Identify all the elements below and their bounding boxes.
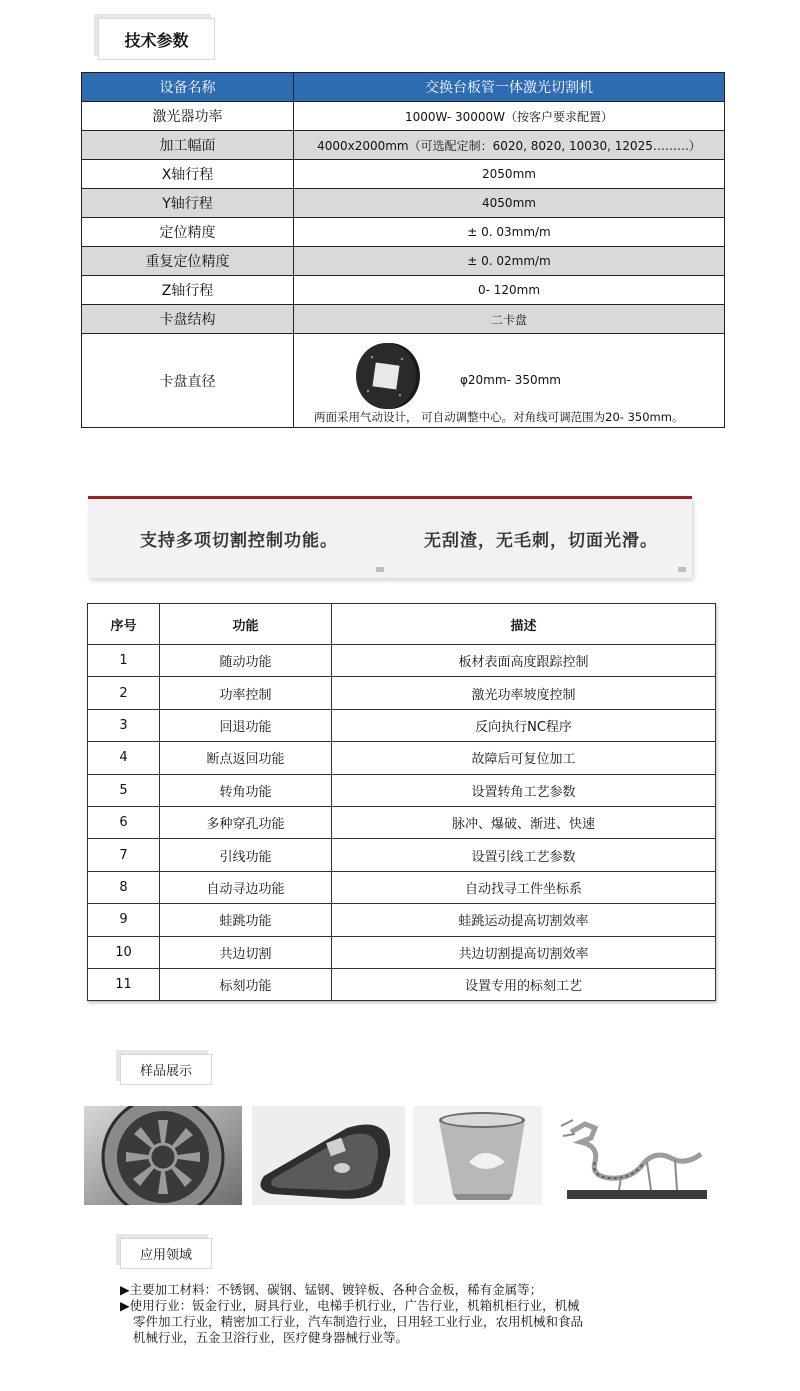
row-description: 自动找寻工件坐标系 <box>332 871 716 903</box>
spec-label: 卡盘直径 <box>82 334 294 428</box>
spec-row <box>82 276 725 305</box>
industries-line-1: ▶使用行业：钣金行业，厨具行业，电梯手机行业，广告行业，机箱机柜行业，机械 <box>120 1298 580 1313</box>
row-function: 共边切割 <box>160 936 332 968</box>
sample-image-dragon <box>551 1106 712 1205</box>
function-table <box>87 603 716 1001</box>
table-row <box>88 645 716 677</box>
card-corner-icon <box>376 567 384 572</box>
spec-value: 4000x2000mm（可选配定制：6020, 8020, 10030, 12025………） <box>294 131 725 160</box>
row-index: 1 <box>88 645 160 677</box>
spec-label: X轴行程 <box>82 160 294 189</box>
row-function: 蛙跳功能 <box>160 904 332 936</box>
table-row <box>88 936 716 968</box>
row-function: 随动功能 <box>160 645 332 677</box>
table-row <box>88 871 716 903</box>
row-function: 转角功能 <box>160 774 332 806</box>
row-function: 标刻功能 <box>160 968 332 1000</box>
row-index: 11 <box>88 968 160 1000</box>
header-description: 描述 <box>332 604 716 645</box>
row-description: 脉冲、爆破、渐进、快速 <box>332 806 716 838</box>
row-function: 自动寻边功能 <box>160 871 332 903</box>
spec-label: 卡盘结构 <box>82 305 294 334</box>
row-description: 设置引线工艺参数 <box>332 839 716 871</box>
chuck-note: 两面采用气动设计， 可自动调整中心。对角线可调范围为20- 350mm。 <box>314 409 684 424</box>
table-row <box>88 742 716 774</box>
spec-value: 0- 120mm <box>294 276 725 305</box>
section-title-application: 应用领域 <box>139 1248 192 1263</box>
spec-value: 4050mm <box>294 189 725 218</box>
chuck-cell <box>294 334 725 428</box>
table-row <box>88 774 716 806</box>
row-description: 板材表面高度跟踪控制 <box>332 645 716 677</box>
spec-row <box>82 102 725 131</box>
section-tag-sample <box>120 1054 212 1085</box>
feature-card-text: 无刮渣，无毛刺，切面光滑。 <box>424 531 658 551</box>
feature-card <box>390 496 692 578</box>
spec-label: 激光器功率 <box>82 102 294 131</box>
spec-header-name-value: 交换台板管一体激光切割机 <box>294 73 725 102</box>
spec-row <box>82 189 725 218</box>
spec-value: 二卡盘 <box>294 305 725 334</box>
spec-row <box>82 305 725 334</box>
spec-value: ± 0. 03mm/m <box>294 218 725 247</box>
row-description: 故障后可复位加工 <box>332 742 716 774</box>
section-title-sample: 样品展示 <box>139 1064 192 1079</box>
section-title-spec: 技术参数 <box>124 30 189 50</box>
sample-image-bent-tube <box>252 1106 405 1205</box>
row-function: 多种穿孔功能 <box>160 806 332 838</box>
spec-label: 加工幅面 <box>82 131 294 160</box>
row-index: 8 <box>88 871 160 903</box>
spec-label: 重复定位精度 <box>82 247 294 276</box>
chuck-image <box>352 339 422 411</box>
chuck-range: φ20mm- 350mm <box>460 372 561 387</box>
spec-label: Z轴行程 <box>82 276 294 305</box>
row-function: 回退功能 <box>160 709 332 741</box>
spec-value: 2050mm <box>294 160 725 189</box>
row-index: 6 <box>88 806 160 838</box>
feature-card <box>88 496 390 578</box>
spec-table-header <box>82 73 725 102</box>
spec-header-name-label: 设备名称 <box>82 73 294 102</box>
industries-line-2: 零件加工行业，精密加工行业，汽车制造行业，日用轻工业行业，农用机械和食品 <box>133 1314 584 1329</box>
table-row <box>88 806 716 838</box>
feature-card-text: 支持多项切割控制功能。 <box>140 531 338 551</box>
row-index: 7 <box>88 839 160 871</box>
row-function: 功率控制 <box>160 677 332 709</box>
row-index: 9 <box>88 904 160 936</box>
table-row <box>88 968 716 1000</box>
function-table-header <box>88 604 716 645</box>
spec-label: 定位精度 <box>82 218 294 247</box>
industries-line-3: 机械行业，五金卫浴行业，医疗健身器械行业等。 <box>133 1330 409 1345</box>
application-text <box>120 1282 680 1346</box>
table-row <box>88 677 716 709</box>
row-description: 激光功率坡度控制 <box>332 677 716 709</box>
table-row <box>88 709 716 741</box>
row-index: 2 <box>88 677 160 709</box>
spec-row <box>82 218 725 247</box>
header-index: 序号 <box>88 604 160 645</box>
header-function: 功能 <box>160 604 332 645</box>
spec-label: Y轴行程 <box>82 189 294 218</box>
row-index: 4 <box>88 742 160 774</box>
row-index: 3 <box>88 709 160 741</box>
row-function: 断点返回功能 <box>160 742 332 774</box>
spec-value: ± 0. 02mm/m <box>294 247 725 276</box>
card-corner-icon <box>678 567 686 572</box>
table-row <box>88 839 716 871</box>
row-index: 5 <box>88 774 160 806</box>
row-function: 引线功能 <box>160 839 332 871</box>
spec-value: 1000W- 30000W（按客户要求配置） <box>294 102 725 131</box>
section-tag-spec <box>98 18 215 60</box>
spec-row <box>82 131 725 160</box>
sample-image-sun-disc <box>84 1106 242 1205</box>
section-tag-application <box>120 1238 212 1269</box>
table-row <box>88 904 716 936</box>
materials-line: ▶主要加工材料：不锈钢、碳钢、锰钢、镀锌板、各种合金板，稀有金属等； <box>120 1282 543 1297</box>
row-description: 设置转角工艺参数 <box>332 774 716 806</box>
spec-row <box>82 247 725 276</box>
row-index: 10 <box>88 936 160 968</box>
spec-row <box>82 160 725 189</box>
sample-image-cone-tube <box>413 1106 542 1205</box>
spec-row-chuck <box>82 334 725 428</box>
spec-table <box>81 72 725 428</box>
row-description: 设置专用的标刻工艺 <box>332 968 716 1000</box>
row-description: 反向执行NC程序 <box>332 709 716 741</box>
row-description: 共边切割提高切割效率 <box>332 936 716 968</box>
row-description: 蛙跳运动提高切割效率 <box>332 904 716 936</box>
